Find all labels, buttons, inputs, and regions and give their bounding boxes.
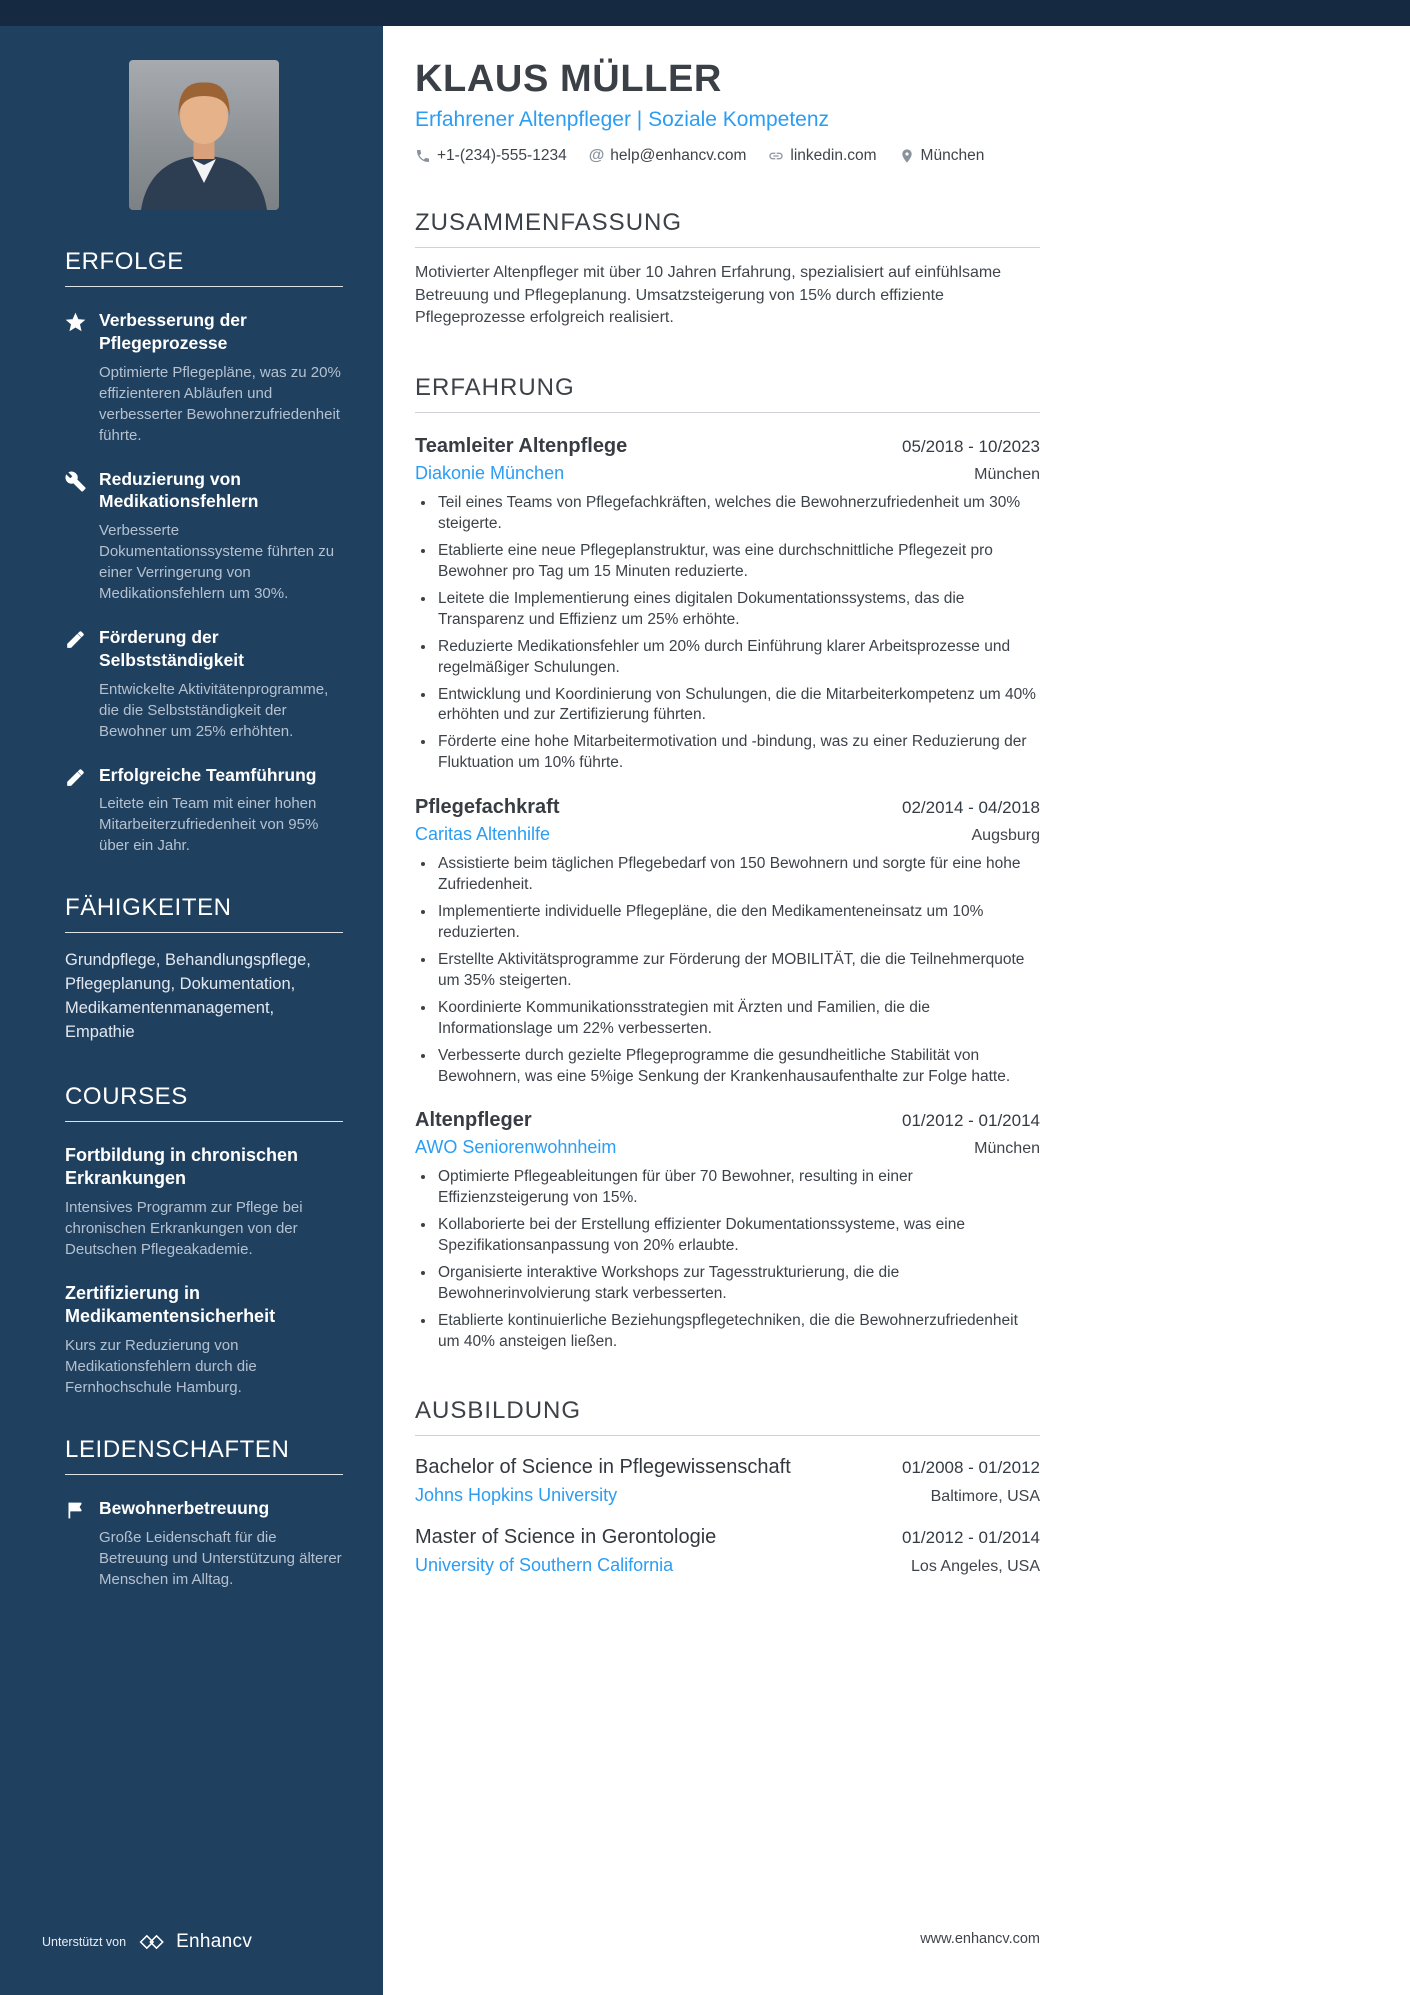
job-bullet: • Organisierte interaktive Workshops zur Tagesstrukturierung, die die Bewohnerinvolvierung stark verbesserten. — [436, 1263, 1040, 1305]
main-content — [415, 0, 1040, 1995]
education-school: University of Southern California — [415, 1554, 674, 1575]
achievement-item — [65, 309, 343, 446]
job-bullet: • Implementierte individuelle Pflegepläne, die den Medikamenteneinsatz um 10% reduzierten. — [436, 902, 1040, 944]
job-bullet: • Entwicklung und Koordinierung von Schulungen, die die Mitarbeiterkompetenz um 40% erhöhten und zur Zertifizierung führten. — [436, 685, 1040, 727]
contact-website[interactable] — [768, 147, 876, 165]
job-location: München — [974, 466, 1040, 484]
email-address: help@enhancv.com — [610, 147, 747, 164]
achievement-title: Verbesserung der Pflegeprozesse — [99, 310, 247, 353]
job-bullet: • Verbesserte durch gezielte Pflegeprogramme die gesundheitliche Stabilität von Bewohnern, was eine 5%ige Senkung der Krankenhausaufenthalte zur Folge hatte. — [436, 1046, 1040, 1088]
job-bullets — [415, 854, 1040, 1087]
job-location: München — [974, 1140, 1040, 1158]
top-accent-bar — [0, 0, 1410, 26]
job-title: Pflegefachkraft — [415, 796, 560, 819]
location-pin-icon — [899, 148, 915, 164]
contact-email[interactable] — [589, 147, 747, 165]
powered-by-label: Unterstützt von — [42, 1935, 127, 1949]
job-date: 01/2012 - 01/2014 — [901, 1111, 1040, 1131]
job-date: 05/2018 - 10/2023 — [901, 437, 1040, 457]
enhancv-logo[interactable] — [138, 1931, 252, 1953]
email-icon: @ — [588, 147, 605, 164]
passion-text: Große Leidenschaft für die Betreuung und Unterstützung älterer Menschen im Alltag. — [99, 1528, 342, 1588]
job-company: Caritas Altenhilfe — [415, 824, 551, 845]
link-icon — [768, 148, 784, 164]
achievement-title: Förderung der Selbstständigkeit — [99, 627, 244, 670]
course-title: Zertifizierung in Medikamentensicherheit — [65, 1283, 276, 1327]
phone-icon — [415, 148, 431, 164]
sidebar-heading-leidenschaften: LEIDENSCHAFTEN — [65, 1436, 343, 1475]
job-bullets — [415, 493, 1040, 774]
sidebar-section-courses — [65, 1083, 343, 1398]
education-heading: AUSBILDUNG — [415, 1397, 1040, 1436]
enhancv-logo-icon — [138, 1932, 168, 1952]
job-company: AWO Seniorenwohnheim — [415, 1137, 617, 1158]
job-bullet: • Reduzierte Medikationsfehler um 20% durch Einführung klarer Arbeitsprozesse und regelmäßiger Schulungen. — [436, 637, 1040, 679]
job-bullets — [415, 1167, 1040, 1352]
job-entry — [415, 796, 1040, 1087]
job-bullet: • Erstellte Aktivitätsprogramme zur Förderung der MOBILITÄT, die die Teilnehmerquote um 35% steigerten. — [436, 950, 1040, 992]
pen-icon — [65, 626, 86, 742]
job-location: Augsburg — [971, 827, 1040, 845]
pen-icon — [65, 764, 86, 857]
job-bullet: • Förderte eine hohe Mitarbeitermotivation und -bindung, was zu einer Reduzierung der Fluktuation um 10% führte. — [436, 732, 1040, 774]
course-text: Kurs zur Reduzierung von Medikationsfehlern durch die Fernhochschule Hamburg. — [65, 1337, 257, 1397]
star-icon — [65, 309, 86, 446]
education-school: Johns Hopkins University — [415, 1484, 618, 1505]
sidebar-section-faehigkeiten — [65, 894, 343, 1045]
education-entry — [415, 1456, 1040, 1506]
section-experience — [415, 374, 1040, 1353]
achievement-item — [65, 626, 343, 742]
section-education — [415, 1397, 1040, 1576]
flag-icon — [65, 1497, 86, 1590]
education-date: 01/2012 - 01/2014 — [901, 1527, 1040, 1547]
education-location: Los Angeles, USA — [911, 1557, 1040, 1575]
passion-item — [65, 1497, 343, 1590]
job-bullet: • Etablierte eine neue Pflegeplanstruktur, was eine durchschnittliche Pflegezeit pro Bewohner pro Tag um 15 Minuten reduzierte. — [436, 541, 1040, 583]
sidebar-heading-courses: COURSES — [65, 1083, 343, 1122]
job-bullet: • Etablierte kontinuierliche Beziehungspflegetechniken, die die Bewohnerzufriedenheit um 40% ansteigen ließen. — [436, 1311, 1040, 1353]
sidebar-heading-erfolge: ERFOLGE — [65, 248, 343, 287]
education-degree: Master of Science in Gerontologie — [415, 1525, 717, 1548]
education-entry — [415, 1526, 1040, 1576]
job-title: Altenpfleger — [415, 1109, 532, 1132]
job-entry — [415, 435, 1040, 774]
portrait-illustration — [129, 60, 279, 210]
sidebar — [0, 0, 383, 1995]
sidebar-section-erfolge — [65, 248, 343, 856]
achievement-text: Leitete ein Team mit einer hohen Mitarbeiterzufriedenheit von 95% über ein Jahr. — [99, 795, 319, 855]
job-bullet: • Koordinierte Kommunikationsstrategien mit Ärzten und Familien, die die Informationslage um 22% verbesserten. — [436, 998, 1040, 1040]
education-date: 01/2008 - 01/2012 — [901, 1457, 1040, 1477]
achievement-text: Verbesserte Dokumentationssysteme führten zu einer Verringerung von Medikationsfehlern um 30%. — [99, 522, 335, 602]
course-item — [65, 1282, 343, 1398]
candidate-name: KLAUS MÜLLER — [415, 58, 722, 100]
achievement-item — [65, 764, 343, 857]
sidebar-heading-faehigkeiten: FÄHIGKEITEN — [65, 894, 343, 933]
job-company: Diakonie München — [415, 463, 565, 484]
enhancv-url[interactable]: www.enhancv.com — [920, 1931, 1040, 1947]
course-title: Fortbildung in chronischen Erkrankungen — [65, 1144, 298, 1188]
job-bullet: • Assistierte beim täglichen Pflegebedarf von 150 Bewohnern und sorgte für eine hohe Zufriedenheit. — [436, 854, 1040, 896]
education-degree: Bachelor of Science in Pflegewissenschaft — [415, 1455, 791, 1478]
profile-photo — [129, 60, 279, 210]
job-bullet: • Kollaborierte bei der Erstellung effizienter Dokumentationssysteme, was eine Spezifikationsanpassung von 20% erlaubte. — [436, 1215, 1040, 1257]
achievement-text: Optimierte Pflegepläne, was zu 20% effizienteren Abläufen und verbesserter Bewohnerzufriedenheit führte. — [99, 363, 341, 444]
job-bullet: • Teil eines Teams von Pflegefachkräften, welches die Bewohnerzufriedenheit um 30% steigerte. — [436, 493, 1040, 535]
contact-row — [415, 147, 1040, 165]
job-bullet: • Optimierte Pflegeableitungen für über 70 Bewohner, resulting in einer Effizienzsteigerung von 15%. — [436, 1167, 1040, 1209]
summary-text: Motivierter Altenpfleger mit über 10 Jahren Erfahrung, spezialisiert auf einfühlsame Betreuung und Pflegeplanung. Umsatzsteigerung von 15% durch effiziente Pflegeprozesse erfolgreich realisiert. — [415, 264, 1002, 327]
experience-heading: ERFAHRUNG — [415, 374, 1040, 413]
course-text: Intensives Programm zur Pflege bei chronischen Erkrankungen von der Deutschen Pflegeakademie. — [65, 1199, 303, 1258]
candidate-headline: Erfahrener Altenpfleger | Soziale Kompetenz — [415, 108, 830, 131]
achievement-text: Entwickelte Aktivitätenprogramme, die die Selbstständigkeit der Bewohner um 25% erhöhten. — [99, 680, 329, 740]
enhancv-logo-text: Enhancv — [176, 1931, 253, 1952]
passion-title: Bewohnerbetreuung — [99, 1498, 270, 1519]
skills-list: Grundpflege, Behandlungspflege, Pflegeplanung, Dokumentation, Medikamentenmanagement, Empathie — [65, 951, 311, 1042]
section-summary — [415, 209, 1040, 330]
job-date: 02/2014 - 04/2018 — [901, 798, 1040, 818]
phone-number: +1-(234)-555-1234 — [437, 147, 567, 164]
website-url: linkedin.com — [790, 147, 877, 164]
achievement-item — [65, 468, 343, 605]
course-item — [65, 1144, 343, 1260]
summary-heading: ZUSAMMENFASSUNG — [415, 209, 1040, 248]
job-entry — [415, 1109, 1040, 1352]
job-bullet: • Leitete die Implementierung eines digitalen Dokumentationssystems, das die Transparenz und Effizienz um 25% erhöhte. — [436, 589, 1040, 631]
contact-location — [899, 147, 985, 165]
wrench-icon — [65, 468, 86, 605]
contact-phone — [415, 147, 567, 165]
education-location: Baltimore, USA — [930, 1487, 1040, 1505]
sidebar-section-leidenschaften — [65, 1436, 343, 1590]
sidebar-footer — [42, 1931, 252, 1953]
job-title: Teamleiter Altenpflege — [415, 435, 628, 458]
achievement-title: Reduzierung von Medikationsfehlern — [99, 468, 259, 512]
achievement-title: Erfolgreiche Teamführung — [99, 764, 317, 785]
location-text: München — [920, 147, 985, 164]
